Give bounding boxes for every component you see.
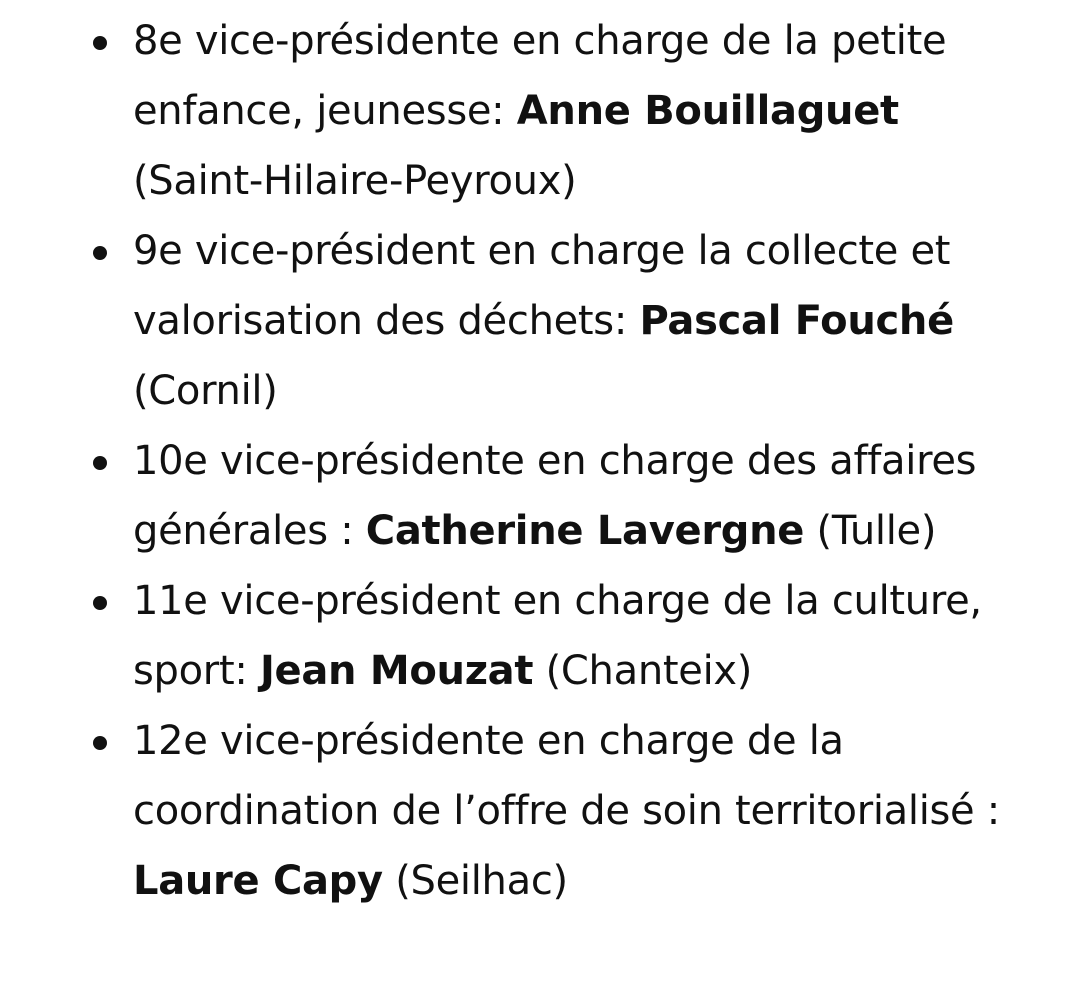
vice-president-list — [0, 6, 1033, 916]
vp-role: 9e vice-président en charge la collecte et valorisation des déchets: — [133, 228, 951, 344]
bullet-icon — [93, 36, 107, 50]
list-item — [133, 566, 1033, 706]
vp-name: Catherine Lavergne — [365, 508, 805, 554]
bullet-icon — [93, 246, 107, 260]
vp-name: Anne Bouillaguet — [516, 88, 899, 134]
vp-commune: (Cornil) — [133, 368, 278, 414]
bullet-icon — [93, 456, 107, 470]
vp-name: Laure Capy — [133, 858, 383, 904]
vp-role: 11e vice-président en charge de la culture, sport: — [133, 578, 982, 694]
vp-role: 12e vice-présidente en charge de la coordination de l’offre de soin territorialisé : — [133, 718, 1000, 834]
list-item — [133, 216, 1033, 426]
list-item — [133, 426, 1033, 566]
bullet-icon — [93, 596, 107, 610]
vp-role: 8e vice-présidente en charge de la petite enfance, jeunesse: — [133, 18, 947, 134]
list-item — [133, 6, 1033, 216]
vp-commune: (Chanteix) — [545, 648, 753, 694]
vp-commune: (Saint-Hilaire-Peyroux) — [133, 158, 577, 204]
list-item — [133, 706, 1033, 916]
vp-name: Jean Mouzat — [259, 648, 534, 694]
vp-role: 10e vice-présidente en charge des affaires générales : — [133, 438, 977, 554]
vp-commune: (Seilhac) — [395, 858, 568, 904]
vp-name: Pascal Fouché — [639, 298, 954, 344]
bullet-icon — [93, 736, 107, 750]
vp-commune: (Tulle) — [816, 508, 937, 554]
